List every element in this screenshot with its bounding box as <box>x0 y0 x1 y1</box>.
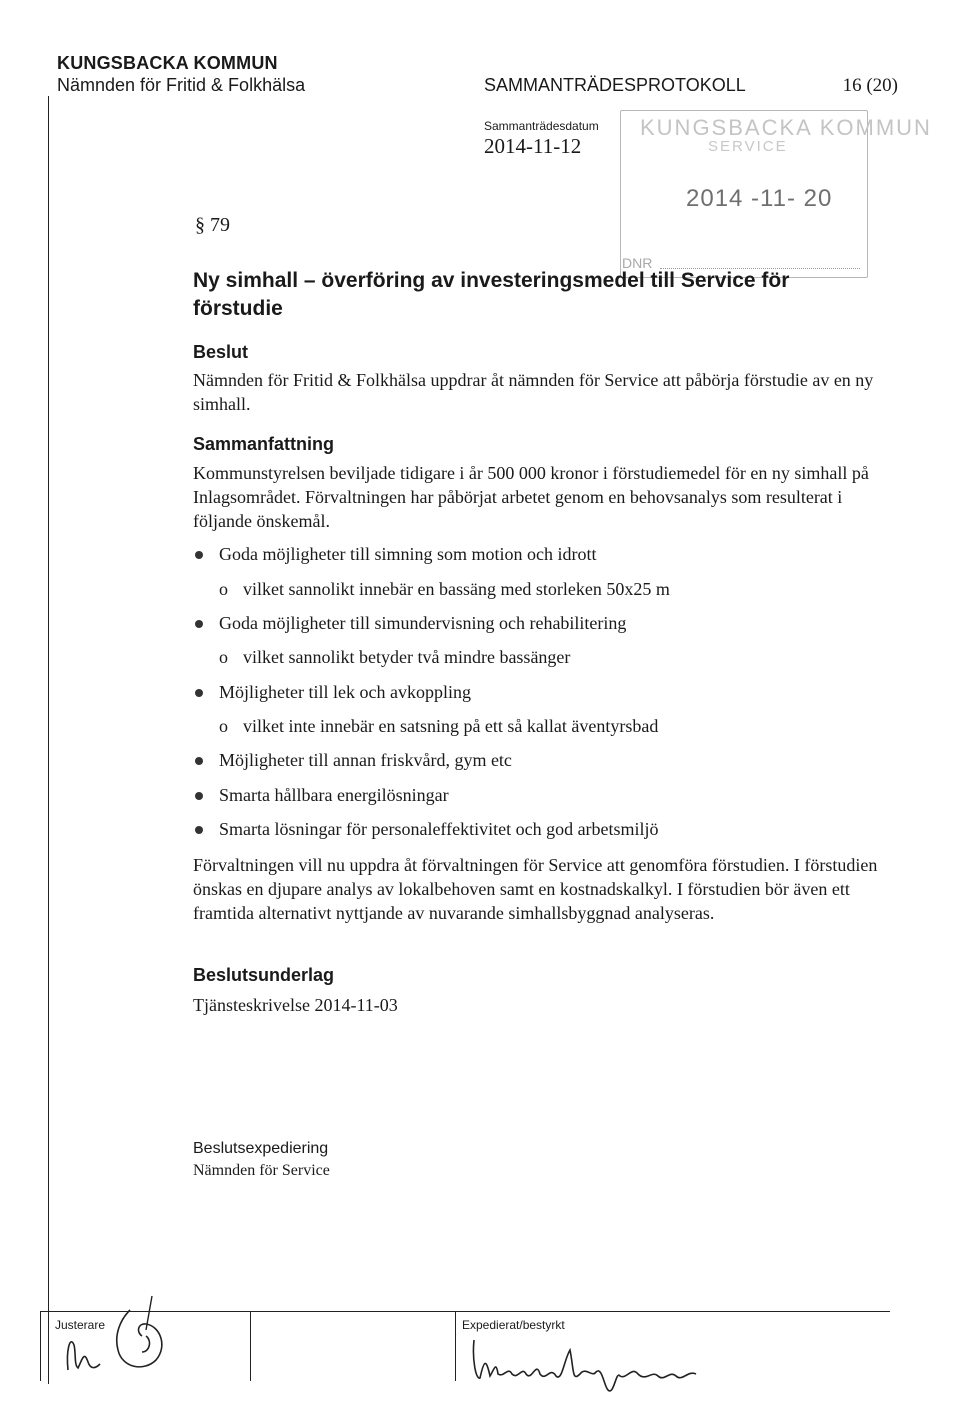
list-item-text: Möjligheter till lek och avkoppling <box>219 682 471 702</box>
paragraph-number: § 79 <box>195 214 230 236</box>
summary-heading: Sammanfattning <box>193 434 335 454</box>
dispatch-heading: Beslutsexpediering <box>193 1140 329 1157</box>
list-item-text: Möjligheter till annan friskvård, gym etc <box>219 750 512 770</box>
circle-bullet-icon: o <box>219 716 228 736</box>
stamp-dnr-label: DNR <box>622 255 653 271</box>
list-item-text: Smarta hållbara energilösningar <box>219 785 449 805</box>
dispatch-recipient: Nämnden för Service <box>193 1162 330 1179</box>
decision-heading: Beslut <box>193 342 249 362</box>
stamp-date: 2014 -11- 20 <box>686 185 833 212</box>
adjuster-signatures <box>60 1290 190 1385</box>
basis-text: Tjänsteskrivelse 2014-11-03 <box>193 995 398 1015</box>
organization-name: KUNGSBACKA KOMMUN <box>57 53 278 73</box>
document-type: SAMMANTRÄDESPROTOKOLL <box>484 75 746 95</box>
meeting-date: 2014-11-12 <box>484 134 582 158</box>
footer-divider <box>455 1311 456 1381</box>
footer-divider <box>250 1311 251 1381</box>
list-item-text: Goda möjligheter till simundervisning och rehabilitering <box>219 613 627 633</box>
circle-bullet-icon: o <box>219 647 228 667</box>
list-item-text: Smarta lösningar för personaleffektivitet och god arbetsmiljö <box>219 819 659 839</box>
bullet-icon <box>195 792 203 800</box>
basis-heading: Beslutsunderlag <box>193 965 335 985</box>
stamp-department: SERVICE <box>708 138 788 155</box>
bullet-icon <box>195 757 203 765</box>
list-item-text: Goda möjligheter till simning som motion och idrott <box>219 544 597 564</box>
sub-list-item-text: vilket inte innebär en satsning på ett så kallat äventyrsbad <box>243 716 659 736</box>
adjuster-label: Justerare <box>55 1318 106 1332</box>
certifier-signature <box>468 1330 718 1400</box>
footer-divider <box>40 1311 41 1381</box>
page-number: 16 (20) <box>842 75 898 96</box>
circle-bullet-icon: o <box>219 579 228 599</box>
certified-label: Expedierat/bestyrkt <box>462 1318 565 1332</box>
decision-text: Nämnden för Fritid & Folkhälsa uppdrar åt nämnden för Service att påbörja förstudie av en ny simhall. <box>193 370 874 414</box>
board-name: Nämnden för Fritid & Folkhälsa <box>57 75 306 95</box>
sub-list-item-text: vilket sannolikt betyder två mindre bassänger <box>243 647 571 667</box>
bullet-icon <box>195 551 203 559</box>
stamp-organization: KUNGSBACKA KOMMUN <box>640 115 932 140</box>
bullet-icon <box>195 826 203 834</box>
page-title: Ny simhall – överföring av investeringsmedel till Service för förstudie <box>193 269 790 320</box>
summary-closing-text: Förvaltningen vill nu uppdra åt förvaltningen för Service att genomföra förstudien. I förstudien önskas en djupare analys av lokalbehoven samt en kostnadskalkyl. I förstudien bör även ett framtida alternativt nyttjande av nuvarande simhallsbyggnad analyseras. <box>193 855 878 923</box>
meeting-date-label: Sammanträdesdatum <box>484 119 599 133</box>
summary-text: Kommunstyrelsen beviljade tidigare i år 500 000 kronor i förstudiemedel för en ny simhall på Inlagsområdet. Förvaltningen har påbörjat arbetet genom en behovsanalys som resulterat i följande önskemål. <box>193 463 869 531</box>
bullet-icon <box>195 620 203 628</box>
bullet-icon <box>195 689 203 697</box>
sub-list-item-text: vilket sannolikt innebär en bassäng med storleken 50x25 m <box>243 579 670 599</box>
margin-rule <box>48 96 49 1384</box>
